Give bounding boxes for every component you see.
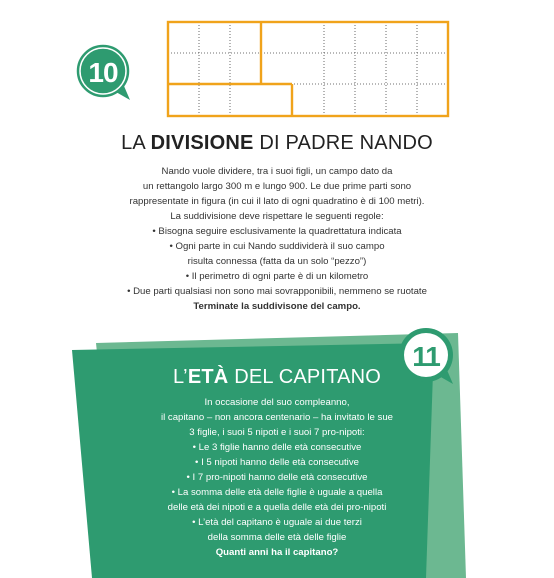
text-line: • I 7 pro-nipoti hanno delle età consecutive <box>186 472 368 483</box>
puzzle-10-question: Terminate la suddivisone del campo. <box>193 301 361 312</box>
text-line: della somma delle età delle figlie <box>207 532 347 543</box>
text-line: 3 figlie, i suoi 5 nipoti e i suoi 7 pro-nipoti: <box>189 427 365 438</box>
text-line: un rettangolo largo 300 m e lungo 900. Le due prime parti sono <box>142 181 412 192</box>
title-prefix: LA <box>121 132 145 154</box>
text-line: • L’età del capitano è uguale ai due terzi <box>192 517 362 528</box>
text-line: • Ogni parte in cui Nando suddividerà il suo campo <box>169 241 385 252</box>
text-line: In occasione del suo compleanno, <box>204 397 350 408</box>
text-line: • La somma delle età delle figlie è uguale a quella <box>171 487 383 498</box>
text-line: • Le 3 figlie hanno delle età consecutive <box>192 442 362 453</box>
text-line: • Bisogna seguire esclusivamente la quadrettatura indicata <box>152 226 402 237</box>
text-line: Nando vuole dividere, tra i suoi figli, un campo dato da <box>161 166 393 177</box>
title-bold: ETÀ <box>187 366 229 388</box>
puzzle-11-text <box>0 395 554 560</box>
text-line: La suddivisione deve rispettare le seguenti regole: <box>170 211 384 222</box>
title-bold: DIVISIONE <box>150 132 254 154</box>
text-line: delle età dei nipoti e a quella delle età dei pro-nipoti <box>167 502 387 513</box>
text-line: • Due parti qualsiasi non sono mai sovrapponibili, nemmeno se ruotate <box>127 286 427 297</box>
puzzle-11-number: 11 <box>412 341 440 372</box>
text-line: rappresentate in figura (in cui il lato di ogni quadratino è di 100 metri). <box>129 196 425 207</box>
title-suffix: DI PADRE NANDO <box>259 132 433 154</box>
title-suffix: DEL CAPITANO <box>234 366 382 388</box>
title-prefix: L’ <box>172 366 188 388</box>
text-line: • Il perimetro di ogni parte è di un kilometro <box>185 271 369 282</box>
text-line: il capitano – non ancora centenario – ha invitato le sue <box>160 412 393 423</box>
puzzle-11-question: Quanti anni ha il capitano? <box>215 547 339 558</box>
text-line: risulta connessa (fatta da un solo “pezzo”) <box>187 256 367 267</box>
puzzle-11-title <box>0 366 554 389</box>
text-line: • I 5 nipoti hanno delle età consecutive <box>195 457 359 468</box>
puzzle-10-number: 10 <box>88 57 118 88</box>
